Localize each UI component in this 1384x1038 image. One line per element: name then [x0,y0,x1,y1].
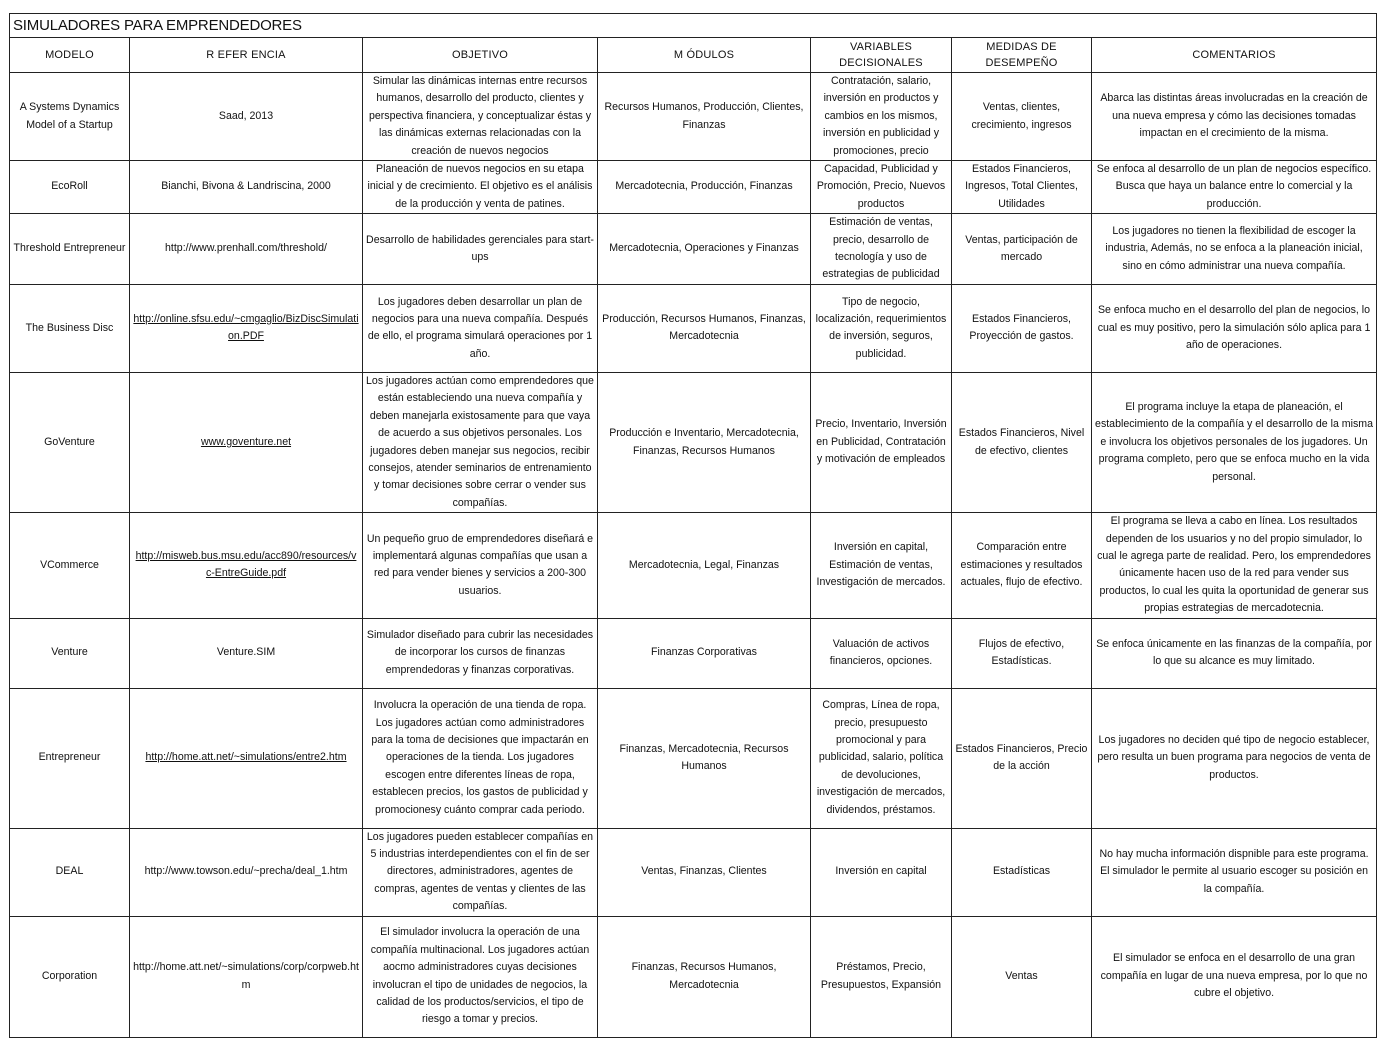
cell-referencia [130,618,363,688]
modulos-text: Ventas, Finanzas, Clientes [641,865,767,878]
cell-modulos [598,284,811,372]
table-row [10,828,1377,916]
comentarios-text: El programa se lleva a cabo en línea. Los resultados dependen de los usuarios y no del propio simulador, lo cual le agrega parte de realidad. Pero, los emprendedores únicamente hacen uso de la red para vender sus productos, lo cual les quita la oportunidad de generar sus propias estrategias de mercadotecnia. [1097,515,1371,615]
modulos-text: Mercadotecnia, Operaciones y Finanzas [609,242,799,255]
comentarios-text: Abarca las distintas áreas involucradas en la creación de una nueva empresa y cómo las decisiones tomadas impactan en el crecimiento de la misma. [1100,92,1368,140]
cell-referencia [130,161,363,214]
header-referencia: R EFER ENCIA [130,38,363,73]
cell-medidas [952,372,1092,512]
reference-link[interactable]: www.goventure.net [200,435,292,448]
cell-referencia [130,688,363,828]
cell-comentarios [1092,513,1377,618]
cell-objetivo [363,513,598,618]
table-row [10,214,1377,285]
referencia-text: http://home.att.net/~simulations/corp/corpweb.htm [133,961,359,991]
objetivo-text: Planeación de nuevos negocios en su etapa inicial y de crecimiento. El objetivo es el análisis de la producción y venta de patines. [367,163,593,210]
cell-comentarios [1092,284,1377,372]
cell-modelo [10,284,130,372]
modelo-text: EcoRoll [51,180,88,193]
cell-modelo [10,513,130,618]
medidas-text: Estados Financieros, Precio de la acción [955,742,1088,773]
cell-comentarios [1092,688,1377,828]
cell-modelo [10,828,130,916]
objetivo-text: Simulador diseñado para cubrir las necesidades de incorporar los cursos de finanzas emprendedoras y finanzas corporativas. [366,628,594,676]
cell-referencia [130,214,363,285]
reference-link[interactable]: http://home.att.net/~simulations/entre2.htm [145,751,347,764]
table-row [10,916,1377,1037]
modulos-text: Producción e Inventario, Mercadotecnia, Finanzas, Recursos Humanos [609,427,799,457]
modelo-text: Threshold Entrepreneur [13,242,126,255]
comentarios-text: Se enfoca mucho en el desarrollo del plan de negocios, lo cual es muy positivo, pero la simulación sólo aplica para 1 año de operaciones. [1097,304,1371,352]
header-modelo: MODELO [10,38,130,73]
variables-text: Inversión en capital, Estimación de ventas, Investigación de mercados. [816,541,946,589]
medidas-text: Comparación entre estimaciones y resultados actuales, flujo de efectivo. [960,541,1083,589]
cell-modelo [10,214,130,285]
cell-objetivo [363,372,598,512]
medidas-text: Flujos de efectivo, Estadísticas. [978,637,1065,668]
objetivo-text: Un pequeño gruo de emprendedores diseñará e implementará algunas compañías que usan a red para vender bienes y servicios a 200-300 usuarios. [366,532,594,597]
cell-comentarios [1092,161,1377,214]
variables-text: Precio, Inventario, Inversión en Publicidad, Contratación y motivación de empleados [815,418,947,466]
objetivo-text: Desarrollo de habilidades gerenciales para start-ups [366,233,594,264]
cell-modelo [10,372,130,512]
medidas-text: Ventas [1005,969,1038,982]
cell-variables [811,284,952,372]
cell-comentarios [1092,618,1377,688]
cell-variables [811,73,952,161]
cell-comentarios [1092,214,1377,285]
comentarios-text: El programa incluye la etapa de planeación, el establecimiento de la compañía y el desarrollo de la misma e involucra los objetivos personales de los jugadores. Un programa completo, pero que se enfoca mucho en la vida personal. [1095,400,1373,483]
cell-objetivo [363,161,598,214]
cell-referencia [130,284,363,372]
cell-modulos [598,161,811,214]
cell-medidas [952,513,1092,618]
objetivo-text: Involucra la operación de una tienda de ropa. Los jugadores actúan como administradores para la toma de decisiones que impactarán en operaciones de la tienda. Los jugadores escogen entre diferentes líneas de ropa, establecen precios, los gastos de publicidad y promocionesy cuánto comprar cada periodo. [371,699,589,816]
medidas-text: Estados Financieros, Ingresos, Total Clientes, Utilidades [965,163,1078,210]
cell-modulos [598,372,811,512]
table-row [10,513,1377,618]
variables-text: Contratación, salario, inversión en productos y cambios en los mismos, inversión en publicidad y promociones, precio [822,75,939,157]
medidas-text: Estados Financieros, Proyección de gastos. [969,312,1074,343]
comentarios-text: No hay mucha información dispnible para este programa. El simulador le permite al usuario escoger su posición en la compañía. [1099,847,1369,895]
cell-variables [811,372,952,512]
cell-variables [811,828,952,916]
table-row [10,372,1377,512]
table-row [10,73,1377,161]
cell-medidas [952,214,1092,285]
cell-modulos [598,73,811,161]
cell-modulos [598,688,811,828]
medidas-text: Ventas, clientes, crecimiento, ingresos [971,101,1072,131]
cell-variables [811,618,952,688]
variables-text: Capacidad, Publicidad y Promoción, Precio, Nuevos productos [816,163,946,210]
modelo-text: Entrepreneur [38,751,101,764]
header-modulos: M ÓDULOS [598,38,811,73]
comentarios-text: Los jugadores no tienen la flexibilidad de escoger la industria, Además, no se enfoca a la planeación inicial, sino en cómo administrar una nueva compañía. [1105,224,1363,272]
header-variables: VARIABLES DECISIONALES [811,38,952,73]
cell-modelo [10,688,130,828]
cell-objetivo [363,284,598,372]
referencia-text: Venture.SIM [216,646,276,659]
cell-modulos [598,214,811,285]
objetivo-text: Los jugadores deben desarrollar un plan de negocios para una nueva compañía. Después de ello, el programa simulará operaciones por 1 año. [367,295,593,360]
objetivo-text: Los jugadores actúan como emprendedores que están estableciendo una nueva compañía y deben manejarla existosamente para que vaya de acuerdo a sus objetivos personales. Los jugadores deben manejar sus negocios, recibir consejos, atender seminarios de entrenamiento y tomar decisiones sobre cerrar o vender sus compañías. [366,374,594,509]
header-objetivo: OBJETIVO [363,38,598,73]
cell-medidas [952,284,1092,372]
cell-modulos [598,916,811,1037]
cell-modelo [10,161,130,214]
cell-modelo [10,916,130,1037]
table-row [10,161,1377,214]
modelo-text: DEAL [55,865,84,878]
variables-text: Tipo de negocio, localización, requerimientos de inversión, seguros, publicidad. [815,295,947,360]
modulos-text: Mercadotecnia, Legal, Finanzas [628,558,780,571]
comentarios-text: Se enfoca al desarrollo de un plan de negocios específico. Busca que haya un balance entre lo comercial y la producción. [1096,163,1372,210]
comentarios-text: Los jugadores no deciden qué tipo de negocio establecer, pero resulta un buen programa para negocios de venta de productos. [1097,733,1371,781]
cell-comentarios [1092,828,1377,916]
modulos-text: Mercadotecnia, Producción, Finanzas [615,180,793,193]
referencia-text: Bianchi, Bivona & Landriscina, 2000 [161,180,331,193]
cell-medidas [952,688,1092,828]
header-medidas: MEDIDAS DE DESEMPEÑO [952,38,1092,73]
modelo-text: Corporation [41,969,98,982]
cell-referencia [130,513,363,618]
referencia-text: http://www.towson.edu/~precha/deal_1.htm [144,865,348,878]
cell-objetivo [363,214,598,285]
cell-medidas [952,916,1092,1037]
cell-modulos [598,513,811,618]
variables-text: Inversión en capital [835,865,927,878]
cell-referencia [130,73,363,161]
table-row [10,284,1377,372]
referencia-text: Saad, 2013 [218,109,274,122]
cell-medidas [952,73,1092,161]
cell-objetivo [363,916,598,1037]
comentarios-text: El simulador se enfoca en el desarrollo de una gran compañía en lugar de una nueva empresa, por lo que no cubre el objetivo. [1100,952,1368,1000]
objetivo-text: Los jugadores pueden establecer compañías en 5 industrias interdependientes con el fin de ser directores, administradores, agentes de compras, agentes de ventas y clientes de las compañías. [366,830,594,913]
cell-comentarios [1092,916,1377,1037]
comentarios-text: Se enfoca únicamente en las finanzas de la compañía, por lo que su alcance es muy limitado. [1096,637,1372,668]
cell-modulos [598,618,811,688]
modulos-text: Finanzas, Recursos Humanos, Mercadotecnia [631,961,777,991]
cell-medidas [952,618,1092,688]
variables-text: Estimación de ventas, precio, desarrollo de tecnología y uso de estrategias de publicidad [822,216,940,281]
variables-text: Préstamos, Precio, Presupuestos, Expansión [820,961,942,991]
table-title: SIMULADORES PARA EMPRENDEDORES [10,14,1377,38]
medidas-text: Estados Financieros, Nivel de efectivo, clientes [958,427,1085,457]
modelo-text: Venture [51,646,88,659]
header-comentarios: COMENTARIOS [1092,38,1377,73]
cell-variables [811,513,952,618]
modelo-text: VCommerce [40,558,99,571]
table-row [10,688,1377,828]
cell-variables [811,688,952,828]
modelo-text: GoVenture [44,435,95,448]
medidas-text: Ventas, participación de mercado [965,233,1078,264]
cell-medidas [952,161,1092,214]
cell-variables [811,161,952,214]
cell-referencia [130,916,363,1037]
objetivo-text: Simular las dinámicas internas entre recursos humanos, desarrollo del producto, clientes y perspectiva financiera, y conceptualizar éstas y las dinámicas externas relacionadas con la creación de nuevos negocios [369,75,591,157]
objetivo-text: El simulador involucra la operación de una compañía multinacional. Los jugadores actúan aocmo administradores cuyas decisiones involucran el tipo de unidades de negocios, la calidad de los productos/servicios, el tipo de riesgo a tomar y precios. [370,926,590,1026]
modulos-text: Recursos Humanos, Producción, Clientes, Finanzas [604,101,804,131]
medidas-text: Estadísticas [992,865,1051,878]
cell-objetivo [363,688,598,828]
modulos-text: Finanzas, Mercadotecnia, Recursos Humanos [619,742,789,773]
cell-objetivo [363,73,598,161]
cell-objetivo [363,828,598,916]
cell-variables [811,916,952,1037]
cell-medidas [952,828,1092,916]
modelo-text: The Business Disc [25,321,114,334]
cell-comentarios [1092,372,1377,512]
cell-modulos [598,828,811,916]
cell-modelo [10,73,130,161]
reference-link[interactable]: http://online.sfsu.edu/~cmgaglio/BizDiscSimulation.PDF [133,312,359,343]
modulos-text: Finanzas Corporativas [651,646,757,659]
referencia-text: http://www.prenhall.com/threshold/ [165,242,327,255]
reference-link[interactable]: http://misweb.bus.msu.edu/acc890/resources/vc-EntreGuide.pdf [135,549,357,580]
cell-comentarios [1092,73,1377,161]
table-row [10,618,1377,688]
cell-referencia [130,372,363,512]
simuladores-table [9,13,1377,1038]
cell-variables [811,214,952,285]
modulos-text: Producción, Recursos Humanos, Finanzas, Mercadotecnia [602,312,806,343]
variables-text: Valuación de activos financieros, opciones. [829,637,933,668]
cell-modelo [10,618,130,688]
cell-referencia [130,828,363,916]
modelo-text: A Systems Dynamics Model of a Startup [19,101,120,131]
variables-text: Compras, Línea de ropa, precio, presupuesto promocional y para publicidad, salario, política de devoluciones, investigación de mercados, dividendos, préstamos. [816,699,946,816]
cell-objetivo [363,618,598,688]
